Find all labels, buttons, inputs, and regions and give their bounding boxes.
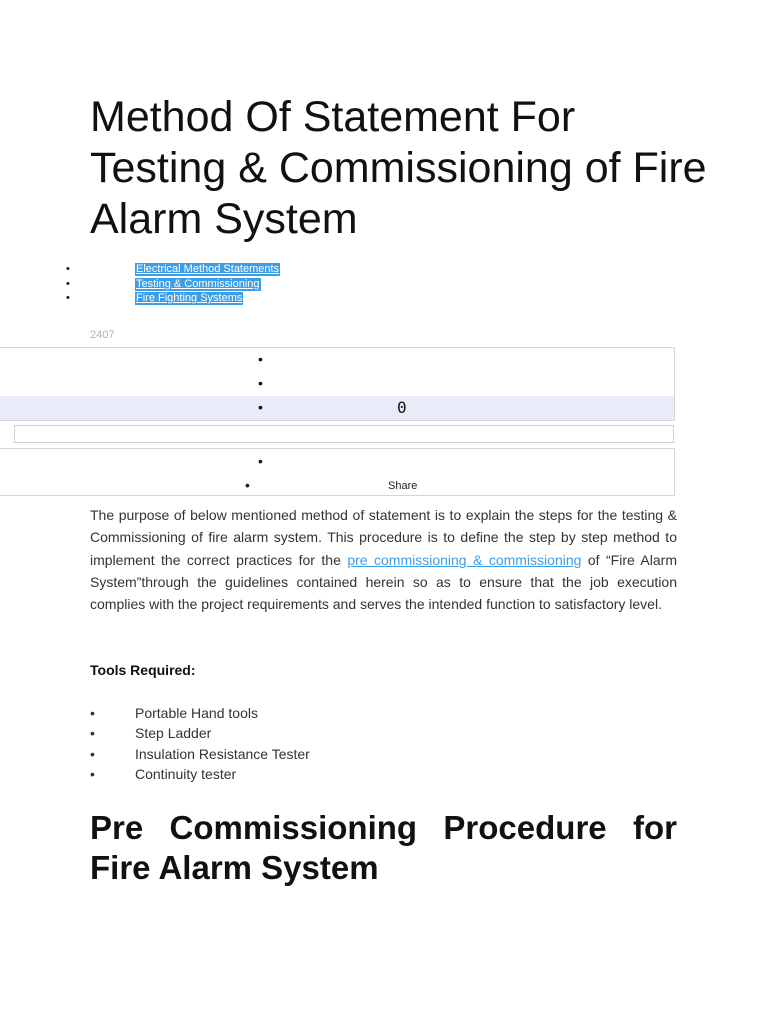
- bullet-icon: •: [258, 351, 263, 367]
- list-item: [0, 764, 500, 784]
- pre-commissioning-link[interactable]: pre commissioning & commissioning: [347, 551, 582, 568]
- intro-text-start: The purpose of below mentioned method of statement is to explain the steps for the testing & Commissioning of fire alarm system. This procedure is to define the step by step method to implement the correct practices for the: [90, 507, 677, 568]
- list-item: [0, 277, 400, 292]
- list-item: [0, 723, 500, 743]
- bullet-icon: •: [90, 725, 95, 742]
- intro-paragraph: [90, 504, 677, 615]
- list-item: [0, 744, 500, 764]
- category-link-testing[interactable]: Testing & Commissioning: [136, 277, 260, 290]
- bullet-icon: •: [66, 277, 70, 290]
- action-row[interactable]: [0, 372, 674, 396]
- bullet-icon: •: [258, 375, 263, 391]
- tool-item: Insulation Resistance Tester: [135, 745, 310, 762]
- category-link-electrical[interactable]: Electrical Method Statements: [136, 263, 280, 275]
- tool-item: Portable Hand tools: [135, 705, 258, 721]
- tool-item: Step Ladder: [135, 725, 212, 742]
- view-count: 2407: [90, 329, 115, 341]
- bullet-icon: •: [258, 399, 263, 415]
- section-heading: Pre Commissioning Procedure for Fire Alarm System: [90, 809, 677, 886]
- tool-item: Continuity tester: [135, 765, 237, 782]
- list-item: [0, 291, 400, 306]
- bullet-icon: •: [258, 453, 263, 469]
- action-row[interactable]: [0, 348, 674, 372]
- bullet-icon: •: [245, 477, 250, 493]
- bullet-icon: •: [90, 705, 95, 721]
- bullet-icon: •: [66, 292, 70, 304]
- bullet-icon: •: [90, 765, 95, 782]
- action-count: 0: [397, 398, 407, 417]
- bullet-icon: •: [66, 263, 70, 275]
- share-button[interactable]: Share: [388, 480, 418, 492]
- action-row-count[interactable]: [0, 396, 674, 420]
- bullet-icon: •: [90, 745, 95, 762]
- empty-input-bar[interactable]: [14, 425, 674, 443]
- category-list: [0, 262, 400, 306]
- action-bar-bottom: [0, 448, 675, 496]
- category-link-fire-fighting[interactable]: Fire Fighting Systems: [136, 292, 243, 304]
- page-title: Method Of Statement For Testing & Commissioning of Fire Alarm System: [90, 93, 707, 243]
- intro-text-end: of “Fire Alarm System”through the guidelines contained herein so as to ensure that the job execution complies with the project requirements and serves the intended function to satisfactory level.: [90, 551, 677, 613]
- list-item: [0, 703, 500, 723]
- tools-heading: Tools Required:: [90, 662, 196, 678]
- action-bar-top: [0, 347, 675, 421]
- list-item: [0, 262, 400, 277]
- tools-list: [0, 703, 500, 784]
